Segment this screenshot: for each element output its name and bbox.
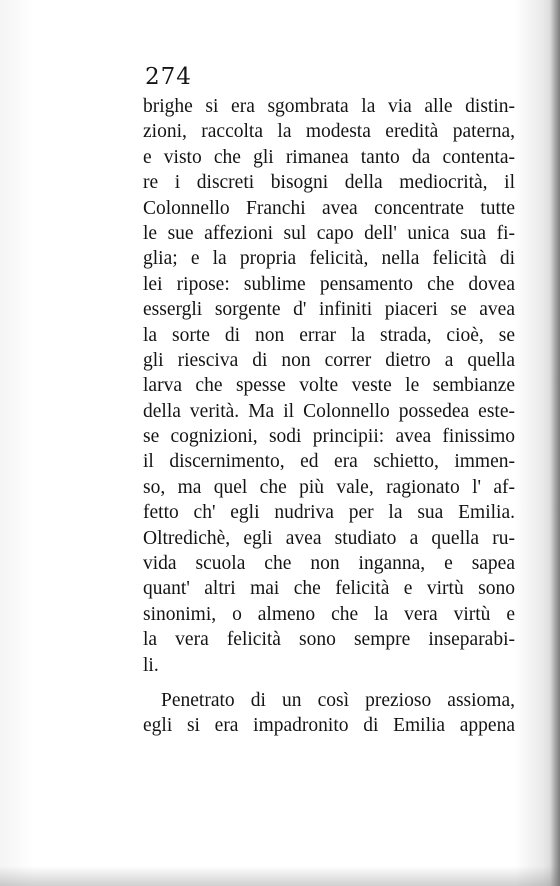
text-line: brighe si era sgombrata la via alle distin-: [143, 96, 515, 117]
text-line: lei ripose: sublime pensamento che dovea: [143, 273, 515, 295]
text-line: re i discreti bisogni della mediocrità, il: [143, 172, 515, 194]
text-line: e visto che gli rimanea tanto da contenta-: [143, 146, 515, 168]
text-line: so, ma quel che più vale, ragionato l' af-: [143, 476, 515, 498]
text-line: sinonimi, o almeno che la vera virtù e: [143, 603, 515, 625]
page-number: 274: [145, 64, 192, 90]
text-line: la vera felicità sono sempre inseparabi-: [143, 629, 515, 651]
text-line: larva che spesse volte veste le sembianze: [143, 375, 515, 397]
text-line: la sorte di non errar la strada, cioè, se: [143, 324, 515, 346]
text-line: se cognizioni, sodi principii: avea finissimo: [143, 426, 515, 448]
paragraph-spacer: [143, 678, 515, 688]
text-line: Oltredichè, egli avea studiato a quella ru-: [143, 527, 515, 549]
text-line: fetto ch' egli nudriva per la sua Emilia.: [143, 502, 515, 524]
text-line: glia; e la propria felicità, nella felicità di: [143, 248, 515, 270]
text-line: il discernimento, ed era schietto, immen-: [143, 451, 515, 473]
text-line: zioni, raccolta la modesta eredità paterna,: [143, 121, 515, 143]
text-line: li.: [143, 654, 159, 676]
text-line: gli riesciva di non correr dietro a quella: [143, 349, 515, 371]
body-text: [143, 94, 515, 739]
text-line: le sue affezioni sul capo dell' unica sua fi-: [143, 222, 515, 244]
text-line: Penetrato di un così prezioso assioma,: [161, 689, 515, 711]
text-line: quant' altri mai che felicità e virtù sono: [143, 578, 515, 600]
text-line: Colonnello Franchi avea concentrate tutte: [143, 197, 515, 219]
text-line: vida scuola che non inganna, e sapea: [143, 553, 515, 575]
paragraph-2: [143, 688, 515, 739]
page-edge-shadow: [550, 0, 560, 886]
text-line: della verità. Ma il Colonnello possedea este-: [143, 400, 515, 422]
text-line: essergli sorgente d' infiniti piaceri se avea: [143, 299, 515, 321]
page-bottom-shadow: [0, 866, 560, 886]
paragraph-1: [143, 94, 515, 678]
text-line: egli si era impadronito di Emilia appena: [143, 715, 515, 737]
